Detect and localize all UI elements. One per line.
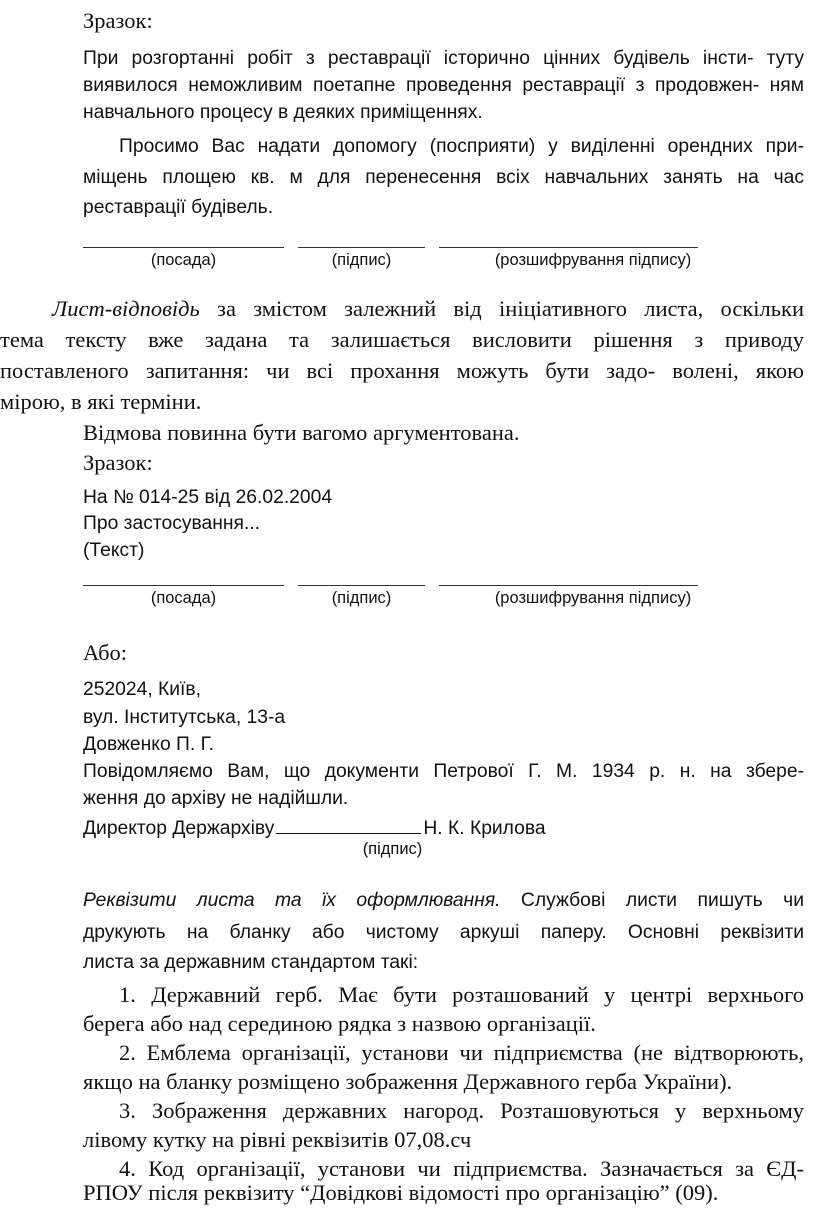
requisite-item-3-line2: лівому кутку на рівні реквізитів 07,08.сч [83,1127,472,1152]
caption-signature-2: (підпис) [331,589,392,607]
director-signature-line [276,815,421,834]
requisites-heading-line [83,890,804,912]
notice-line2: ження до архіву не надійшли. [83,788,349,809]
sample-label-2: Зразок: [83,450,153,475]
sample1-p1-line3: навчального процесу в деяких приміщеннях. [83,102,483,123]
sample1-p2-line2: міщень площею кв. м для перенесення всіх навчальних занять на час [83,167,804,188]
sample1-p1-line2: виявилося неможливим поетапне проведення реставрації з продовжен- ням [83,75,804,96]
caption-position: (посада) [150,251,217,269]
address-line2: вул. Інститутська, 13-а [83,707,286,728]
requisites-line3: листа за державним стандартом такі: [83,952,419,973]
caption-signature: (підпис) [331,251,392,269]
signature-line [298,247,425,248]
or-label: Або: [83,640,128,665]
director-line [83,815,546,840]
reply-line4: мірою, в які терміни. [0,389,202,414]
reference-number: На № 014-25 від 26.02.2004 [83,487,333,508]
position-line [83,247,284,248]
subject-line: Про застосування... [83,513,261,534]
addressee: Довженко П. Г. [83,734,215,755]
sample1-p2-line3: реставрації будівель. [83,197,274,218]
requisite-item-4-line1: 4. Код організації, установи чи підприємства. Зазначається за ЄД- [119,1156,804,1181]
director-name: Н. К. Крилова [423,818,546,839]
director-title: Директор Держархіву [83,818,275,839]
signature-line-2 [298,585,425,586]
address-line1: 252024, Київ, [83,679,202,700]
notice-line1: Повідомляємо Вам, що документи Петрової Г. М. 1934 р. н. на збере- [83,761,804,782]
sample1-p2-line1: Просимо Вас надати допомогу (посприяти) у виділенні орендних при- [119,136,804,157]
requisite-item-4-line2: РПОУ після реквізиту “Довідкові відомості про організацію” (09). [83,1180,719,1205]
sample-label: Зразок: [83,8,153,33]
caption-decoding: (розшифрування підпису) [494,251,692,269]
requisites-heading-rest: Службові листи пишуть чи [500,890,804,911]
requisites-heading: Реквізити листа та їх оформлювання. [83,890,501,911]
requisite-item-3-line1: 3. Зображення державних нагород. Розташовуються у верхньому [119,1098,804,1123]
decoding-line [439,247,698,248]
caption-decoding-2: (розшифрування підпису) [494,589,692,607]
caption-position-2: (посада) [150,589,217,607]
refusal-line: Відмова повинна бути вагомо аргументована. [83,420,520,445]
reply-line1-rest: за змістом залежний від ініціативного листа, оскільки [199,296,804,321]
requisite-item-2-line2: якщо на бланку розміщено зображення Державного герба України). [83,1069,733,1094]
caption-signature-3: (підпис) [362,840,423,858]
requisite-item-2-line1: 2. Емблема організації, установи чи підприємства (не відтворюють, [119,1040,804,1065]
reply-line1 [52,296,804,322]
requisites-line2: друкують на бланку або чистому аркуші паперу. Основні реквізити [83,922,804,943]
decoding-line-2 [439,585,698,586]
position-line-2 [83,585,284,586]
reply-lead-term: Лист-відповідь [52,296,200,321]
sample1-p1-line1: При розгортанні робіт з реставрації історично цінних будівель інсти- туту [83,48,804,69]
text-placeholder: (Текст) [83,540,145,561]
requisite-item-1-line1: 1. Державний герб. Має бути розташований у центрі верхнього [119,982,804,1007]
reply-line2: тема тексту вже задана та залишається висловити рішення з приводу [0,327,804,352]
requisite-item-1-line2: берега або над серединою рядка з назвою організації. [83,1011,596,1036]
reply-line3: поставленого запитання: чи всі прохання можуть бути задо- волені, якою [0,358,804,383]
